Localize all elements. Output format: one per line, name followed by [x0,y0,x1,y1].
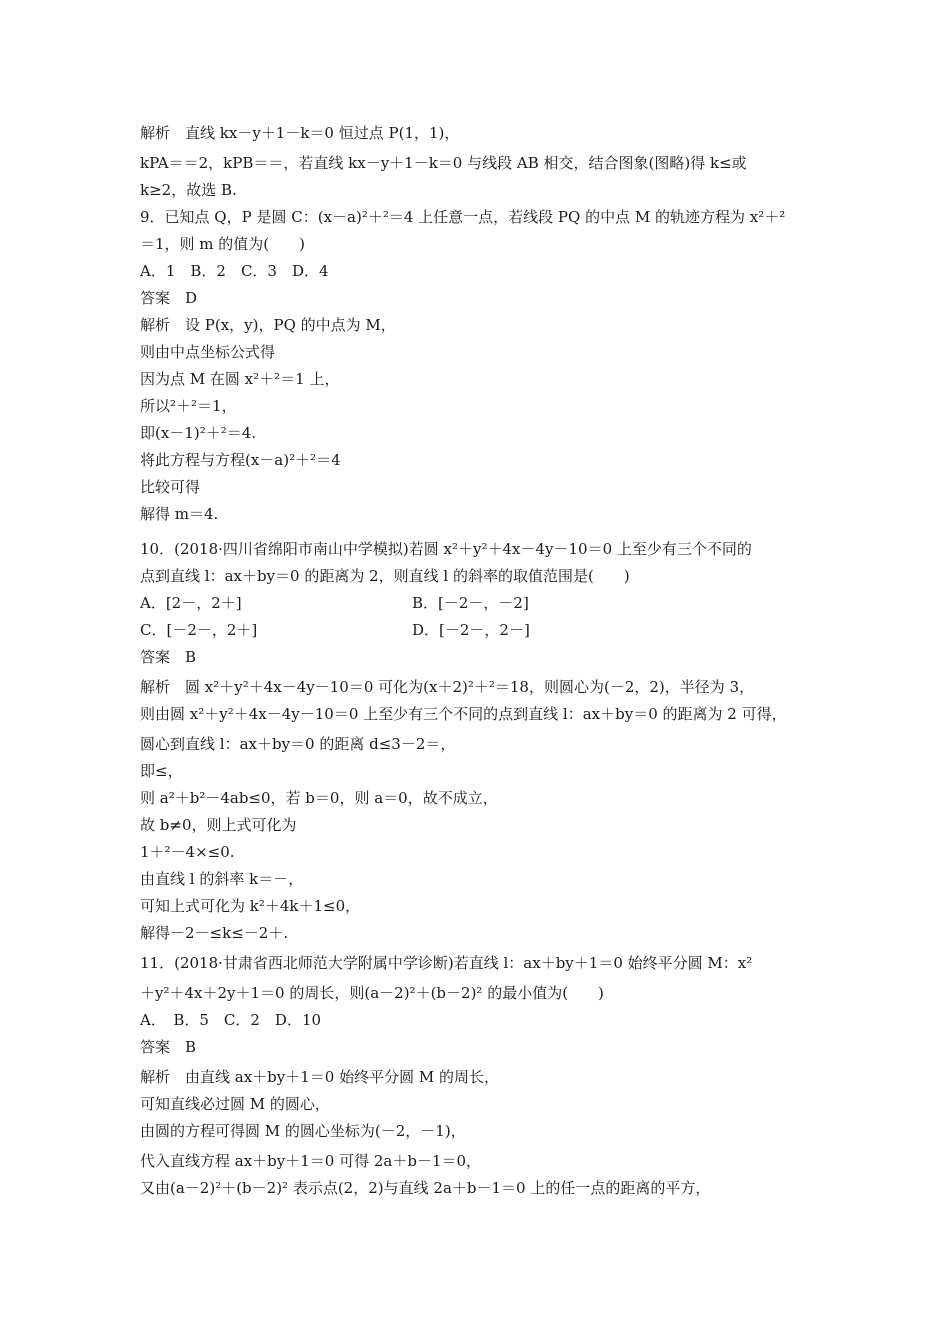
text-line: 解得－2－≤k≤－2＋. [140,924,289,942]
question-11-stem: 11．(2018·甘肃省西北师范大学附属中学诊断)若直线 l：ax＋by＋1＝0 始终平分圆 M：x² [140,954,753,972]
text-line: kPA＝＝2，kPB＝＝，若直线 kx－y＋1－k＝0 与线段 AB 相交，结合图象(图略)得 k≤或 [140,154,747,172]
text-line: 将此方程与方程(x－a)²＋²＝4 [140,451,341,469]
text-line: 则由中点坐标公式得 [140,343,276,361]
option-a: A．[2－，2＋] [140,594,242,612]
text-line: 1＋²－4×≤0. [140,843,235,861]
text-line: 点到直线 l：ax＋by＝0 的距离为 2，则直线 l 的斜率的取值范围是( ) [140,567,630,585]
text-line: 解析 直线 kx－y＋1－k＝0 恒过点 P(1，1)， [140,124,460,142]
text-line: 因为点 M 在圆 x²＋²＝1 上， [140,370,340,388]
text-line: k≥2，故选 B. [140,181,237,199]
text-line: 解得 m＝4. [140,505,219,523]
option-d: D．[－2－，2－] [412,621,530,639]
text-line: 解析 由直线 ax＋by＋1＝0 始终平分圆 M 的周长， [140,1068,499,1086]
question-9-stem: 9．已知点 Q，P 是圆 C：(x－a)²＋²＝4 上任意一点，若线段 PQ 的中点 M 的轨迹方程为 x²＋² [140,208,786,226]
text-line: 所以²＋²＝1， [140,397,237,415]
text-line: 可知直线必过圆 M 的圆心， [140,1095,330,1113]
text-line: 可知上式可化为 k²＋4k＋1≤0， [140,897,361,915]
text-line: 代入直线方程 ax＋by＋1＝0 可得 2a＋b－1＝0， [140,1152,482,1170]
text-line: 由直线 l 的斜率 k＝－， [140,870,304,888]
text-line: 比较可得 [140,478,201,496]
text-line: 解析 设 P(x，y)，PQ 的中点为 M， [140,316,396,334]
text-line: 又由(a－2)²＋(b－2)² 表示点(2，2)与直线 2a＋b－1＝0 上的任一点的距离的平方， [140,1179,711,1197]
question-9-options: A．1 B．2 C．3 D．4 [140,262,329,280]
text-line: 即≤， [140,762,183,780]
question-11-options: A． B．5 C．2 D．10 [140,1011,322,1029]
answer-label: 答案 B [140,648,197,666]
text-line: 则由圆 x²＋y²＋4x－4y－10＝0 上至少有三个不同的点到直线 l：ax＋by＝0 的距离为 2 可得， [140,705,787,723]
question-10-stem: 10．(2018·四川省绵阳市南山中学模拟)若圆 x²＋y²＋4x－4y－10＝0 上至少有三个不同的 [140,540,752,558]
text-line: 即(x－1)²＋²＝4. [140,424,257,442]
answer-label: 答案 B [140,1038,197,1056]
option-c: C．[－2－，2＋] [140,621,258,639]
answer-label: 答案 D [140,289,198,307]
text-line: 则 a²＋b²－4ab≤0，若 b＝0，则 a＝0，故不成立， [140,789,498,807]
option-b: B．[－2－，－2] [412,594,529,612]
text-line: ＝1，则 m 的值为( ) [140,235,306,253]
text-line: ＋y²＋4x＋2y＋1＝0 的周长，则(a－2)²＋(b－2)² 的最小值为( ) [140,984,604,1002]
text-line: 圆心到直线 l：ax＋by＝0 的距离 d≤3－2＝， [140,735,456,753]
text-line: 故 b≠0，则上式可化为 [140,816,297,834]
text-line: 由圆的方程可得圆 M 的圆心坐标为(－2，－1)， [140,1122,466,1140]
text-line: 解析 圆 x²＋y²＋4x－4y－10＝0 可化为(x＋2)²＋²＝18，则圆心为(－2，2)，半径为 3， [140,678,755,696]
